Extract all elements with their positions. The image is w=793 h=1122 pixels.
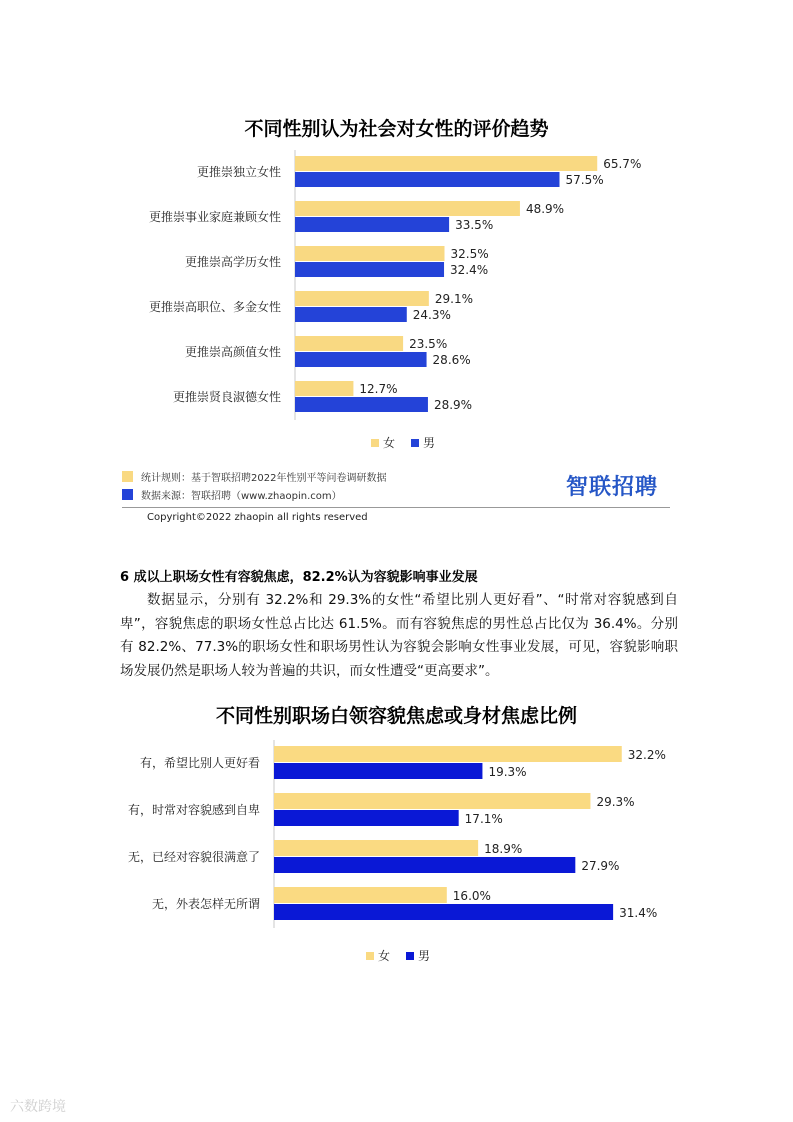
value-label: 29.1% [434, 292, 473, 306]
legend2-male-label: 男 [418, 949, 431, 963]
watermark: 六数跨境 [10, 1099, 66, 1115]
category-label: 更推崇高学历女性 [184, 255, 281, 269]
value-label: 31.4% [619, 906, 658, 920]
legend2-female-label: 女 [378, 949, 391, 963]
value-label: 19.3% [488, 765, 527, 779]
bar-female [295, 201, 520, 216]
value-label: 12.7% [359, 382, 398, 396]
bar-female [274, 746, 622, 762]
chart1-plot [0, 150, 793, 440]
category-label: 无，外表怎样无所谓 [151, 897, 260, 911]
note-rule-swatch [122, 471, 133, 482]
divider [122, 507, 670, 508]
bar-male [295, 217, 449, 232]
value-label: 24.3% [412, 308, 451, 322]
value-label: 32.5% [450, 247, 489, 261]
value-label: 16.0% [452, 889, 491, 903]
bar-male [274, 857, 575, 873]
bar-female [295, 291, 429, 306]
value-label: 23.5% [409, 337, 448, 351]
value-label: 32.2% [627, 748, 666, 762]
category-label: 更推崇事业家庭兼顾女性 [148, 210, 281, 224]
category-label: 无，已经对容貌很满意了 [127, 850, 260, 864]
bar-female [274, 887, 447, 903]
chart1-legend [371, 434, 435, 451]
zhaopin-logo: 智联招聘 [566, 475, 659, 500]
value-label: 18.9% [484, 842, 523, 856]
legend2-male-swatch [406, 952, 414, 960]
value-label: 28.6% [432, 353, 471, 367]
chart2-legend [366, 947, 430, 964]
copyright: Copyright©2022 zhaopin all rights reserved [147, 512, 368, 523]
legend2-female-swatch [366, 952, 374, 960]
category-label: 更推崇高职位、多金女性 [148, 300, 281, 314]
bar-male [295, 307, 407, 322]
category-label: 更推崇高颜值女性 [184, 345, 281, 359]
bar-male [295, 397, 428, 412]
chart1-title: 不同性别认为社会对女性的评价趋势 [244, 118, 549, 140]
bar-male [295, 172, 560, 187]
value-label: 65.7% [603, 157, 642, 171]
note-source-swatch [122, 489, 133, 500]
bar-female [274, 840, 478, 856]
bar-male [295, 352, 427, 367]
bar-female [295, 156, 597, 171]
value-label: 32.4% [450, 263, 489, 277]
legend-female-label: 女 [383, 436, 396, 450]
section-heading: 6 成以上职场女性有容貌焦虑，82.2%认为容貌影响事业发展 [120, 570, 478, 585]
value-label: 48.9% [525, 202, 565, 216]
legend-male-label: 男 [423, 436, 436, 450]
chart2-title: 不同性别职场白领容貌焦虑或身材焦虑比例 [215, 705, 577, 727]
value-label: 29.3% [596, 795, 635, 809]
bar-female [295, 336, 403, 351]
category-label: 更推崇贤良淑德女性 [172, 390, 281, 404]
category-label: 更推崇独立女性 [196, 165, 281, 179]
bar-male [274, 810, 459, 826]
note-source: 数据来源：智联招聘（www.zhaopin.com） [141, 490, 342, 502]
bar-male [295, 262, 444, 277]
bar-female [274, 793, 590, 809]
chart2-plot [0, 740, 793, 940]
section-paragraph: 数据显示，分别有 32.2%和 29.3%的女性“希望比别人更好看”、“时常对容貌感到自卑”，容貌焦虑的职场女性总占比达 61.5%。而有容貌焦虑的男性总占比仅为 36.4%。分别有 82.2%、77.3%的职场女性和职场男性认为容貌会影响女性事业发展，可见，容貌影响职场发展仍然是职场人较为普遍的共识，而女性遭受“更高要求”。 [120, 592, 678, 679]
bar-female [295, 381, 353, 396]
value-label: 17.1% [464, 812, 503, 826]
legend-female-swatch [371, 439, 379, 447]
value-label: 27.9% [581, 859, 620, 873]
value-label: 28.9% [433, 398, 473, 412]
bar-female [295, 246, 445, 261]
category-label: 有，时常对容貌感到自卑 [127, 803, 260, 817]
category-label: 有，希望比别人更好看 [139, 756, 260, 770]
note-rule: 统计规则：基于智联招聘2022年性别平等问卷调研数据 [141, 472, 387, 484]
bar-male [274, 904, 613, 920]
bar-male [274, 763, 482, 779]
legend-male-swatch [411, 439, 419, 447]
value-label: 33.5% [455, 218, 494, 232]
value-label: 57.5% [565, 173, 604, 187]
